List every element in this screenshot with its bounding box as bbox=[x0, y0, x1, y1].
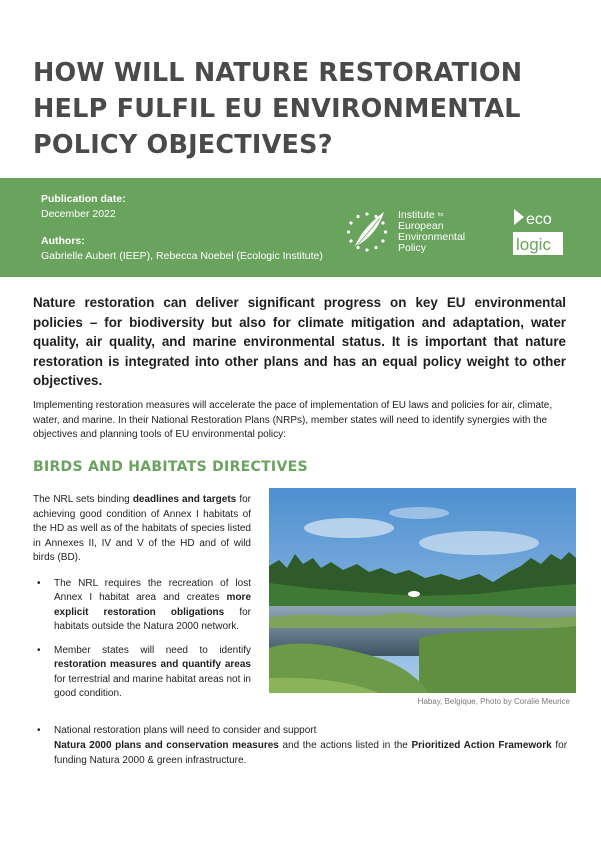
ieep-logo-text: Institute $^{for}$ European Environmental Policy bbox=[398, 209, 466, 254]
intro-paragraph: Implementing restoration measures will accelerate the pace of implementation of EU laws and policies for air, climate, water, and marine. In their National Restoration Plans (NRPs), member states will need to identify synergies with the objectives and planning tools of EU environmental policy: bbox=[33, 400, 553, 441]
ecologic-logo-icon bbox=[512, 207, 564, 257]
title-line: HELP FULFIL EU ENVIRONMENTAL bbox=[33, 94, 521, 124]
section-paragraph: The NRL sets binding deadlines and targets for achieving good condition of Annex I habitats of the HD as well as of the habitats of species listed in Annexes II, IV and V of the HD and of wild birds (BD). bbox=[33, 494, 252, 563]
publication-date: December 2022 bbox=[41, 208, 116, 220]
authors: Gabrielle Aubert (IEEP), Rebecca Noebel (Ecologic Institute) bbox=[41, 250, 323, 262]
list-item: • The NRL requires the recreation of lost Annex I habitat area and creates more explicit restoration obligations for habitats outside the Natura 2000 network. bbox=[33, 577, 251, 635]
publication-date-label: Publication date: bbox=[41, 193, 126, 205]
list-item: • Member states will need to identify restoration measures and quantify areas for terrestrial and marine habitat areas not in good condition. bbox=[33, 644, 251, 702]
photo-caption: Habay, Belgique, Photo by Coralie Meurice bbox=[417, 697, 570, 706]
eco-logo-text: eco bbox=[526, 211, 552, 228]
authors-label: Authors: bbox=[41, 235, 85, 247]
bullet-list bbox=[33, 577, 251, 702]
list-item: • National restoration plans will need to consider and support Natura 2000 plans and conservation measures and the actions listed in the Prioritized Action Framework for funding Natura 2000 & green infrastructure. bbox=[37, 725, 568, 766]
section-body bbox=[33, 493, 251, 711]
page-title bbox=[33, 55, 573, 163]
wetland-photo bbox=[269, 488, 576, 693]
section-heading: BIRDS AND HABITATS DIRECTIVES bbox=[33, 459, 308, 475]
logic-logo-text: logic bbox=[516, 235, 551, 254]
publication-band bbox=[0, 178, 601, 277]
lead-paragraph: Nature restoration can deliver significant progress on key EU environmental policies – for biodiversity but also for climate mitigation and adaptation, water quality, air quality, and marine environmental status. It is important that nature restoration is integrated into other plans and has an equal policy weight to other objectives. bbox=[33, 295, 566, 388]
title-line: HOW WILL NATURE RESTORATION bbox=[33, 58, 523, 88]
title-line: POLICY OBJECTIVES? bbox=[33, 130, 333, 160]
